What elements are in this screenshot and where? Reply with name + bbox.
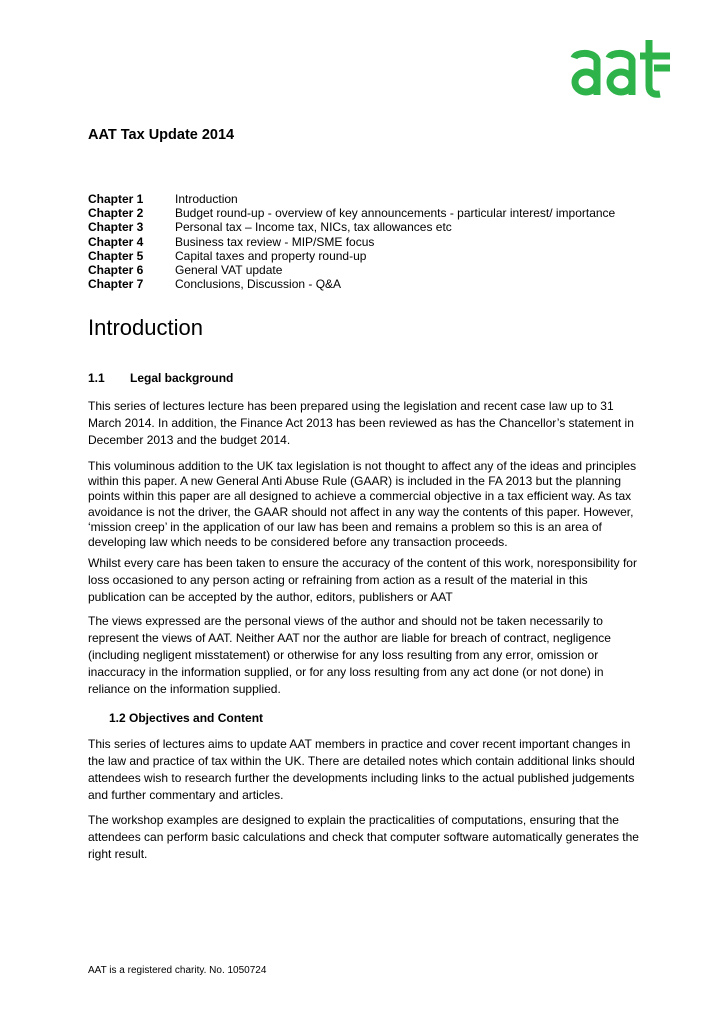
paragraph-legislation: This voluminous addition to the UK tax legislation is not thought to affect any of the ideas and principles within this paper. A new General Anti Abuse Rule (GAAR) is included in the FA 2013 but the planning points within this paper are all designed to achieve a commercial objective in a tax efficient way. As tax avoidance is not the driver, the GAAR should not affect in any way the contents of this paper. However, ‘mission creep’ in the application of our law has been and remains a problem so this is an area of developing law which needs to be considered before any transaction proceeds. [88, 459, 637, 550]
paragraph-objectives: This series of lectures aims to update AAT members in practice and cover recent important changes in the law and practice of tax within the UK. There are detailed notes which contain additional links should attendees wish to research further the developments including links to the actual published judgements and further commentary and articles. [88, 737, 635, 802]
chapter-row [88, 206, 615, 220]
aat-logo [568, 38, 672, 98]
section-heading-1-1 [88, 371, 233, 385]
chapter-description: Capital taxes and property round-up [175, 248, 367, 263]
chapter-description: Conclusions, Discussion - Q&A [175, 277, 342, 292]
chapter-row [88, 277, 615, 291]
document-title: AAT Tax Update 2014 [88, 127, 235, 143]
chapter-number: Chapter 5 [88, 248, 144, 263]
chapter-list [88, 192, 615, 291]
footer-charity-note: AAT is a registered charity. No. 1050724 [88, 965, 267, 976]
paragraph-disclaimer: Whilst every care has been taken to ensure the accuracy of the content of this work, noresponsibility for loss occasioned to any person acting or refraining from action as a result of the material in this publication can be accepted by the author, editors, publishers or AAT [88, 556, 637, 604]
paragraph-views: The views expressed are the personal views of the author and should not be taken necessarily to represent the views of AAT. Neither AAT nor the author are liable for breach of contract, negligence (including negligent misstatement) or otherwise for any loss resulting from any error, omission or inaccuracy in the information supplied, or for any loss resulting from any act done (or not done) in reliance on the information supplied. [88, 614, 611, 696]
chapter-row [88, 192, 615, 206]
chapter-row [88, 220, 615, 234]
chapter-row [88, 249, 615, 263]
chapter-number: Chapter 2 [88, 206, 144, 221]
chapter-number: Chapter 3 [88, 220, 144, 235]
chapter-row [88, 235, 615, 249]
chapter-description: Personal tax – Income tax, NICs, tax allowances etc [175, 220, 452, 235]
chapter-row [88, 263, 615, 277]
chapter-description: General VAT update [175, 263, 283, 278]
chapter-number: Chapter 7 [88, 277, 144, 292]
chapter-description: Business tax review - MIP/SME focus [175, 234, 375, 249]
section-number: 1.1 [88, 371, 105, 385]
aat-logo-mark [568, 38, 672, 98]
paragraph-legal-background: This series of lectures lecture has been prepared using the legislation and recent case law up to 31 March 2014. In addition, the Finance Act 2013 has been reviewed as has the Chancellor’s statement in December 2013 and the budget 2014. [88, 399, 634, 447]
paragraph-workshop: The workshop examples are designed to explain the practicalities of computations, ensuring that the attendees can perform basic calculations and check that computer software automatically generates the right result. [88, 813, 639, 861]
chapter-description: Budget round-up - overview of key announcements - particular interest/ importance [175, 206, 616, 221]
introduction-heading: Introduction [88, 315, 203, 340]
chapter-number: Chapter 4 [88, 234, 144, 249]
chapter-number: Chapter 6 [88, 263, 144, 278]
chapter-description: Introduction [175, 192, 238, 206]
section-heading-1-2: 1.2 Objectives and Content [109, 711, 264, 725]
chapter-number: Chapter 1 [88, 192, 144, 206]
section-title: Legal background [130, 371, 234, 385]
